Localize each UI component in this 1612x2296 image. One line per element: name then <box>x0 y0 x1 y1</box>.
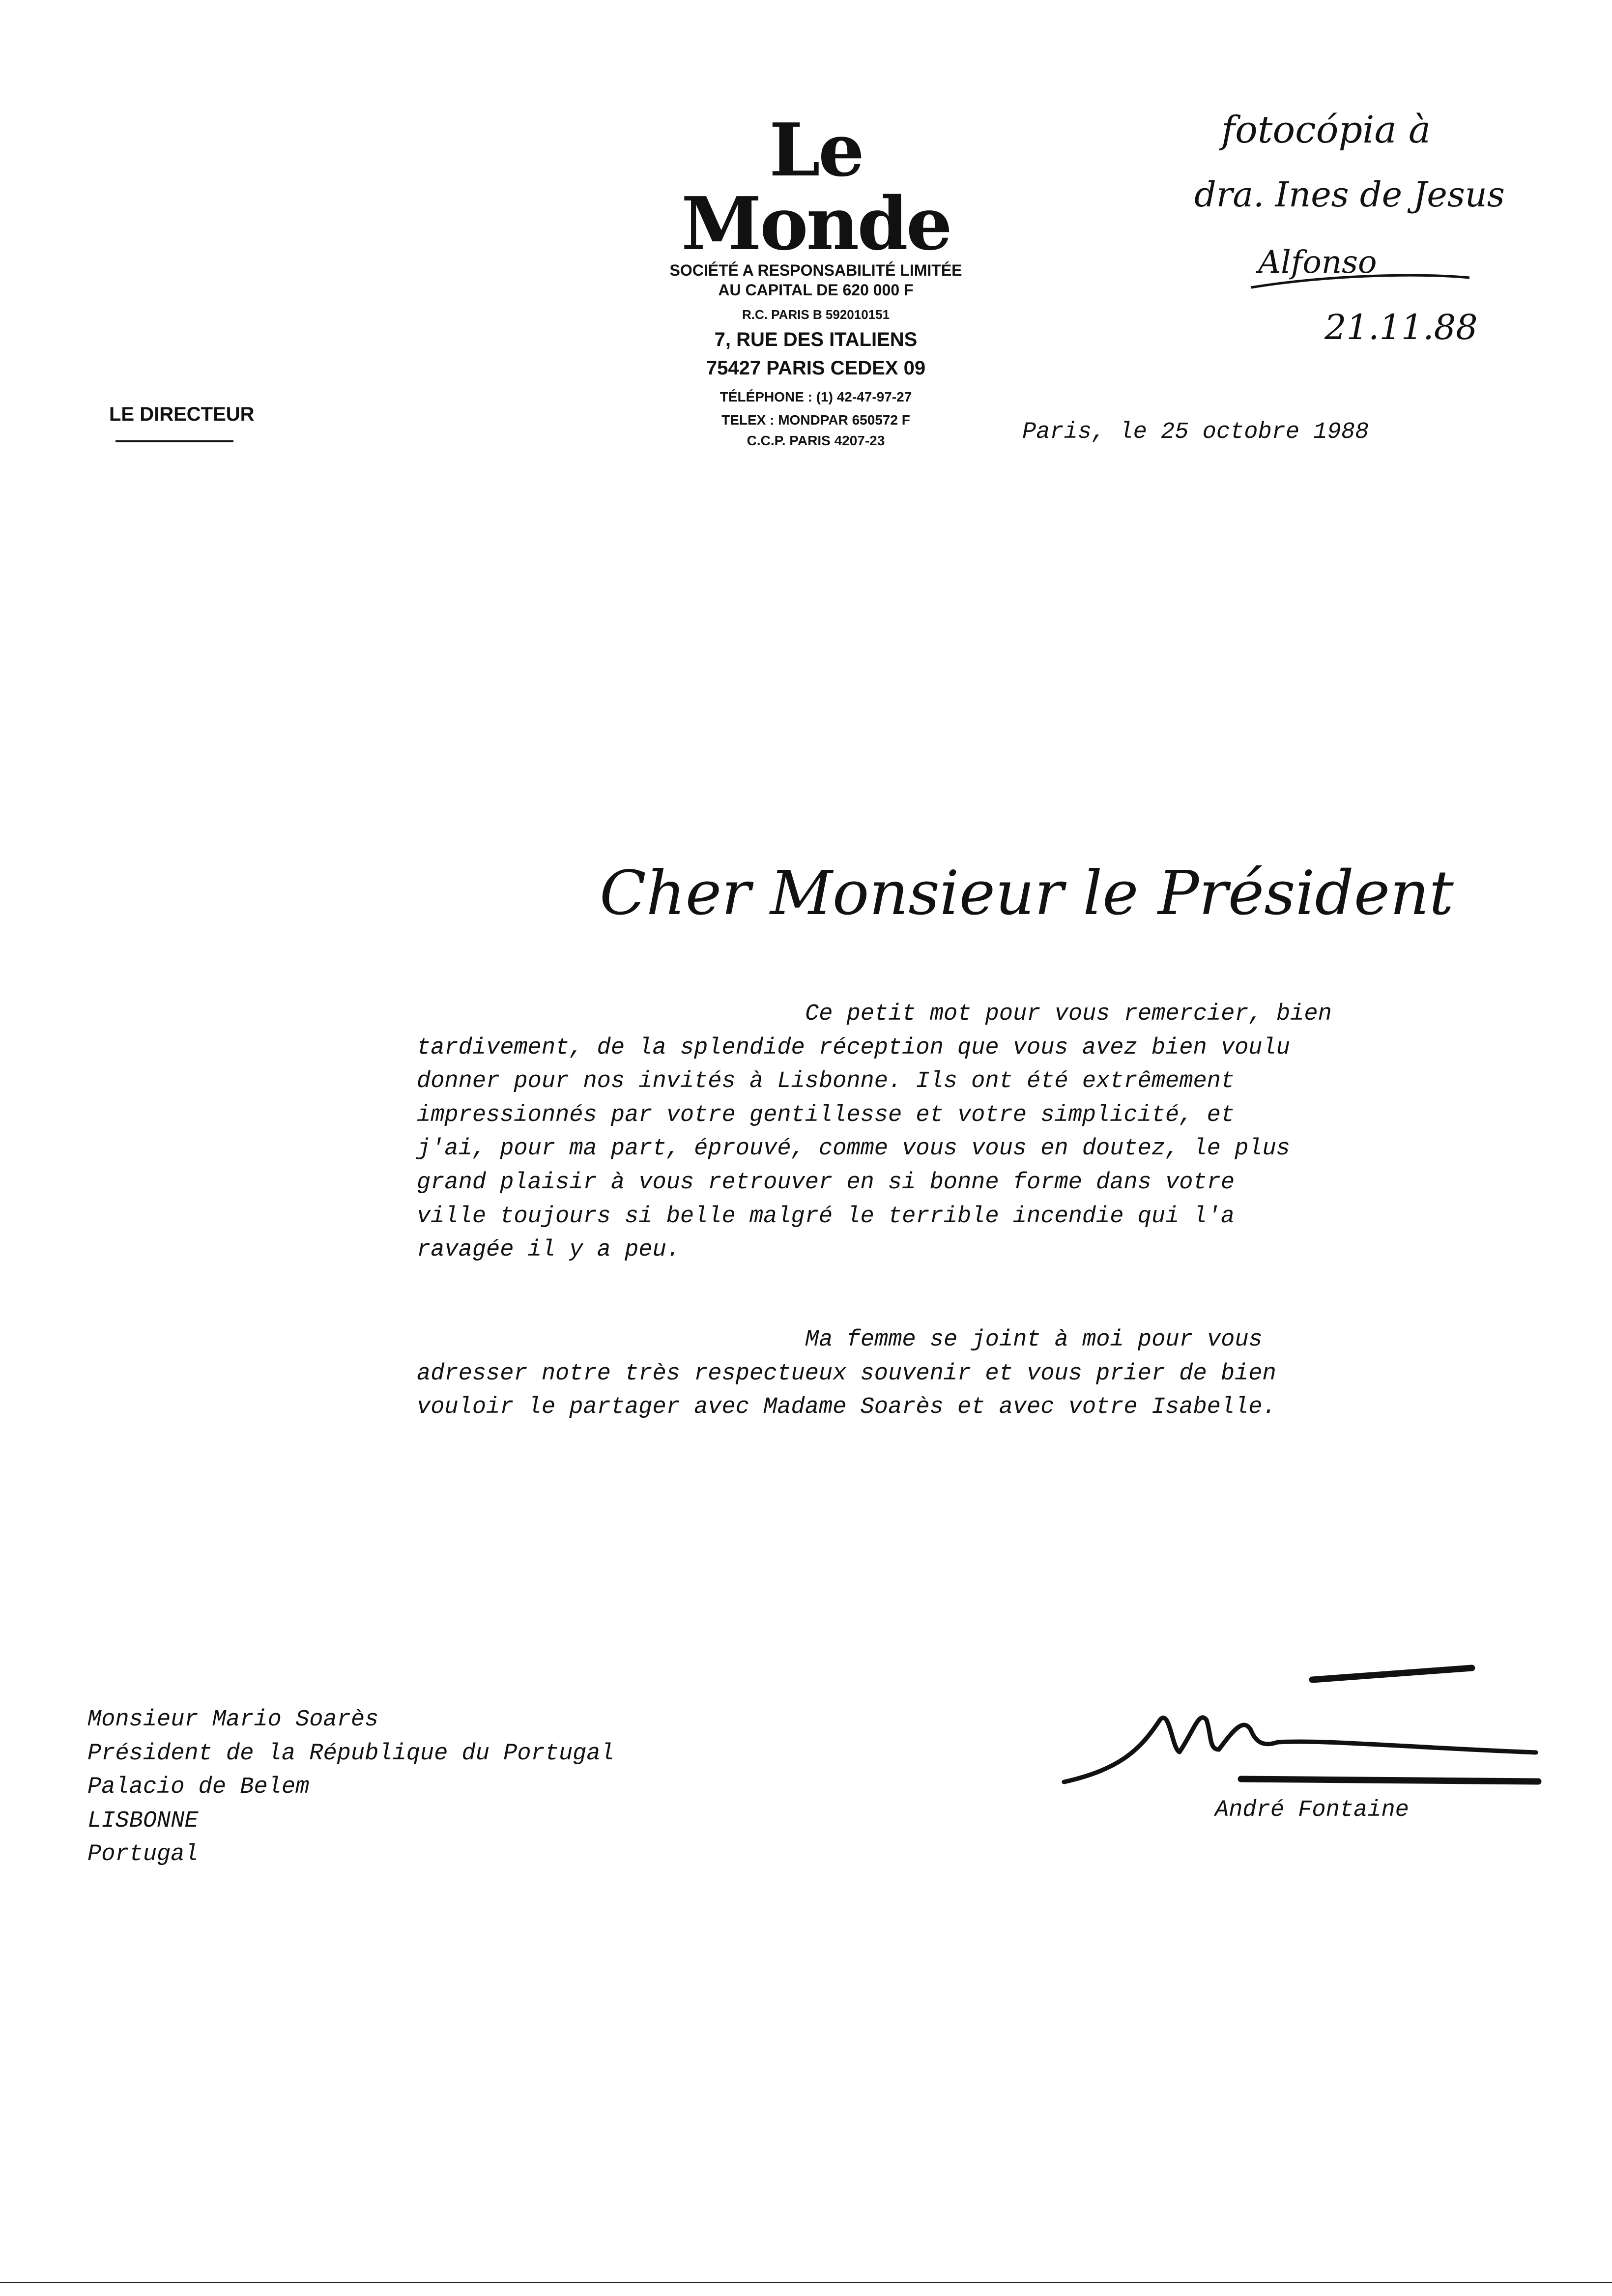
annotation-line-3: Alfonso <box>1258 244 1377 281</box>
body-line: donner pour nos invités à Lisbonne. Ils ont été extrêmement <box>417 1068 1235 1095</box>
photocopy-annotation <box>1194 108 1505 347</box>
signature <box>1064 1668 1538 1782</box>
recipient-country: Portugal <box>87 1841 199 1868</box>
body-line: j'ai, pour ma part, éprouvé, comme vous vous en doutez, le plus <box>417 1136 1290 1162</box>
recipient-street: Palacio de Belem <box>87 1774 310 1801</box>
recipient-address <box>87 1703 614 1872</box>
body-line: ville toujours si belle malgré le terrible incendie qui l'a <box>417 1203 1235 1230</box>
annotation-date: 21.11.88 <box>1324 307 1478 347</box>
page-bottom-rule <box>0 2282 1612 2283</box>
signature-scrawl <box>1064 1718 1536 1782</box>
postal-account: C.C.P. PARIS 4207-23 <box>747 433 885 448</box>
telex-number: TELEX : MONDPAR 650572 F <box>721 412 910 428</box>
handwritten-salutation: Cher Monsieur le Président <box>600 858 1454 929</box>
recipient-name: Monsieur Mario Soarès <box>87 1707 379 1733</box>
signatory-name: André Fontaine <box>1215 1797 1409 1823</box>
signature-bottom-stroke <box>1241 1779 1538 1781</box>
company-registration: R.C. PARIS B 592010151 <box>742 307 890 322</box>
body-line: grand plaisir à vous retrouver en si bonne forme dans votre <box>417 1169 1235 1196</box>
company-type: SOCIÉTÉ A RESPONSABILITÉ LIMITÉE <box>669 261 962 279</box>
body-paragraph-1 <box>417 998 1444 1267</box>
annotation-line-2: dra. Ines de Jesus <box>1194 174 1505 215</box>
body-line: ravagée il y a peu. <box>417 1237 680 1263</box>
address-city: 75427 PARIS CEDEX 09 <box>706 357 926 379</box>
newspaper-logo: Le Monde <box>681 107 950 266</box>
annotation-line-1: fotocópia à <box>1221 108 1431 151</box>
body-line: adresser notre très respectueux souvenir et vous prier de bien <box>417 1360 1276 1387</box>
recipient-city: LISBONNE <box>87 1808 199 1834</box>
telephone-number: TÉLÉPHONE : (1) 42-47-97-27 <box>720 389 912 404</box>
body-line: Ce petit mot pour vous remercier, bien <box>805 1001 1332 1027</box>
address-street: 7, RUE DES ITALIENS <box>714 329 918 350</box>
body-line: Ma femme se joint à moi pour vous <box>805 1327 1263 1353</box>
body-paragraph-2 <box>417 1323 1444 1425</box>
company-capital: AU CAPITAL DE 620 000 F <box>718 281 914 299</box>
body-line: impressionnés par votre gentillesse et votre simplicité, et <box>417 1102 1235 1128</box>
letter-date: Paris, le 25 octobre 1988 <box>1022 419 1369 445</box>
recipient-title: Président de la République du Portugal <box>87 1740 614 1767</box>
signature-top-stroke <box>1312 1668 1472 1680</box>
body-line: tardivement, de la splendide réception que vous avez bien voulu <box>417 1034 1290 1061</box>
sender-title: LE DIRECTEUR <box>109 403 255 425</box>
body-line: vouloir le partager avec Madame Soarès et avec votre Isabelle. <box>417 1394 1276 1421</box>
